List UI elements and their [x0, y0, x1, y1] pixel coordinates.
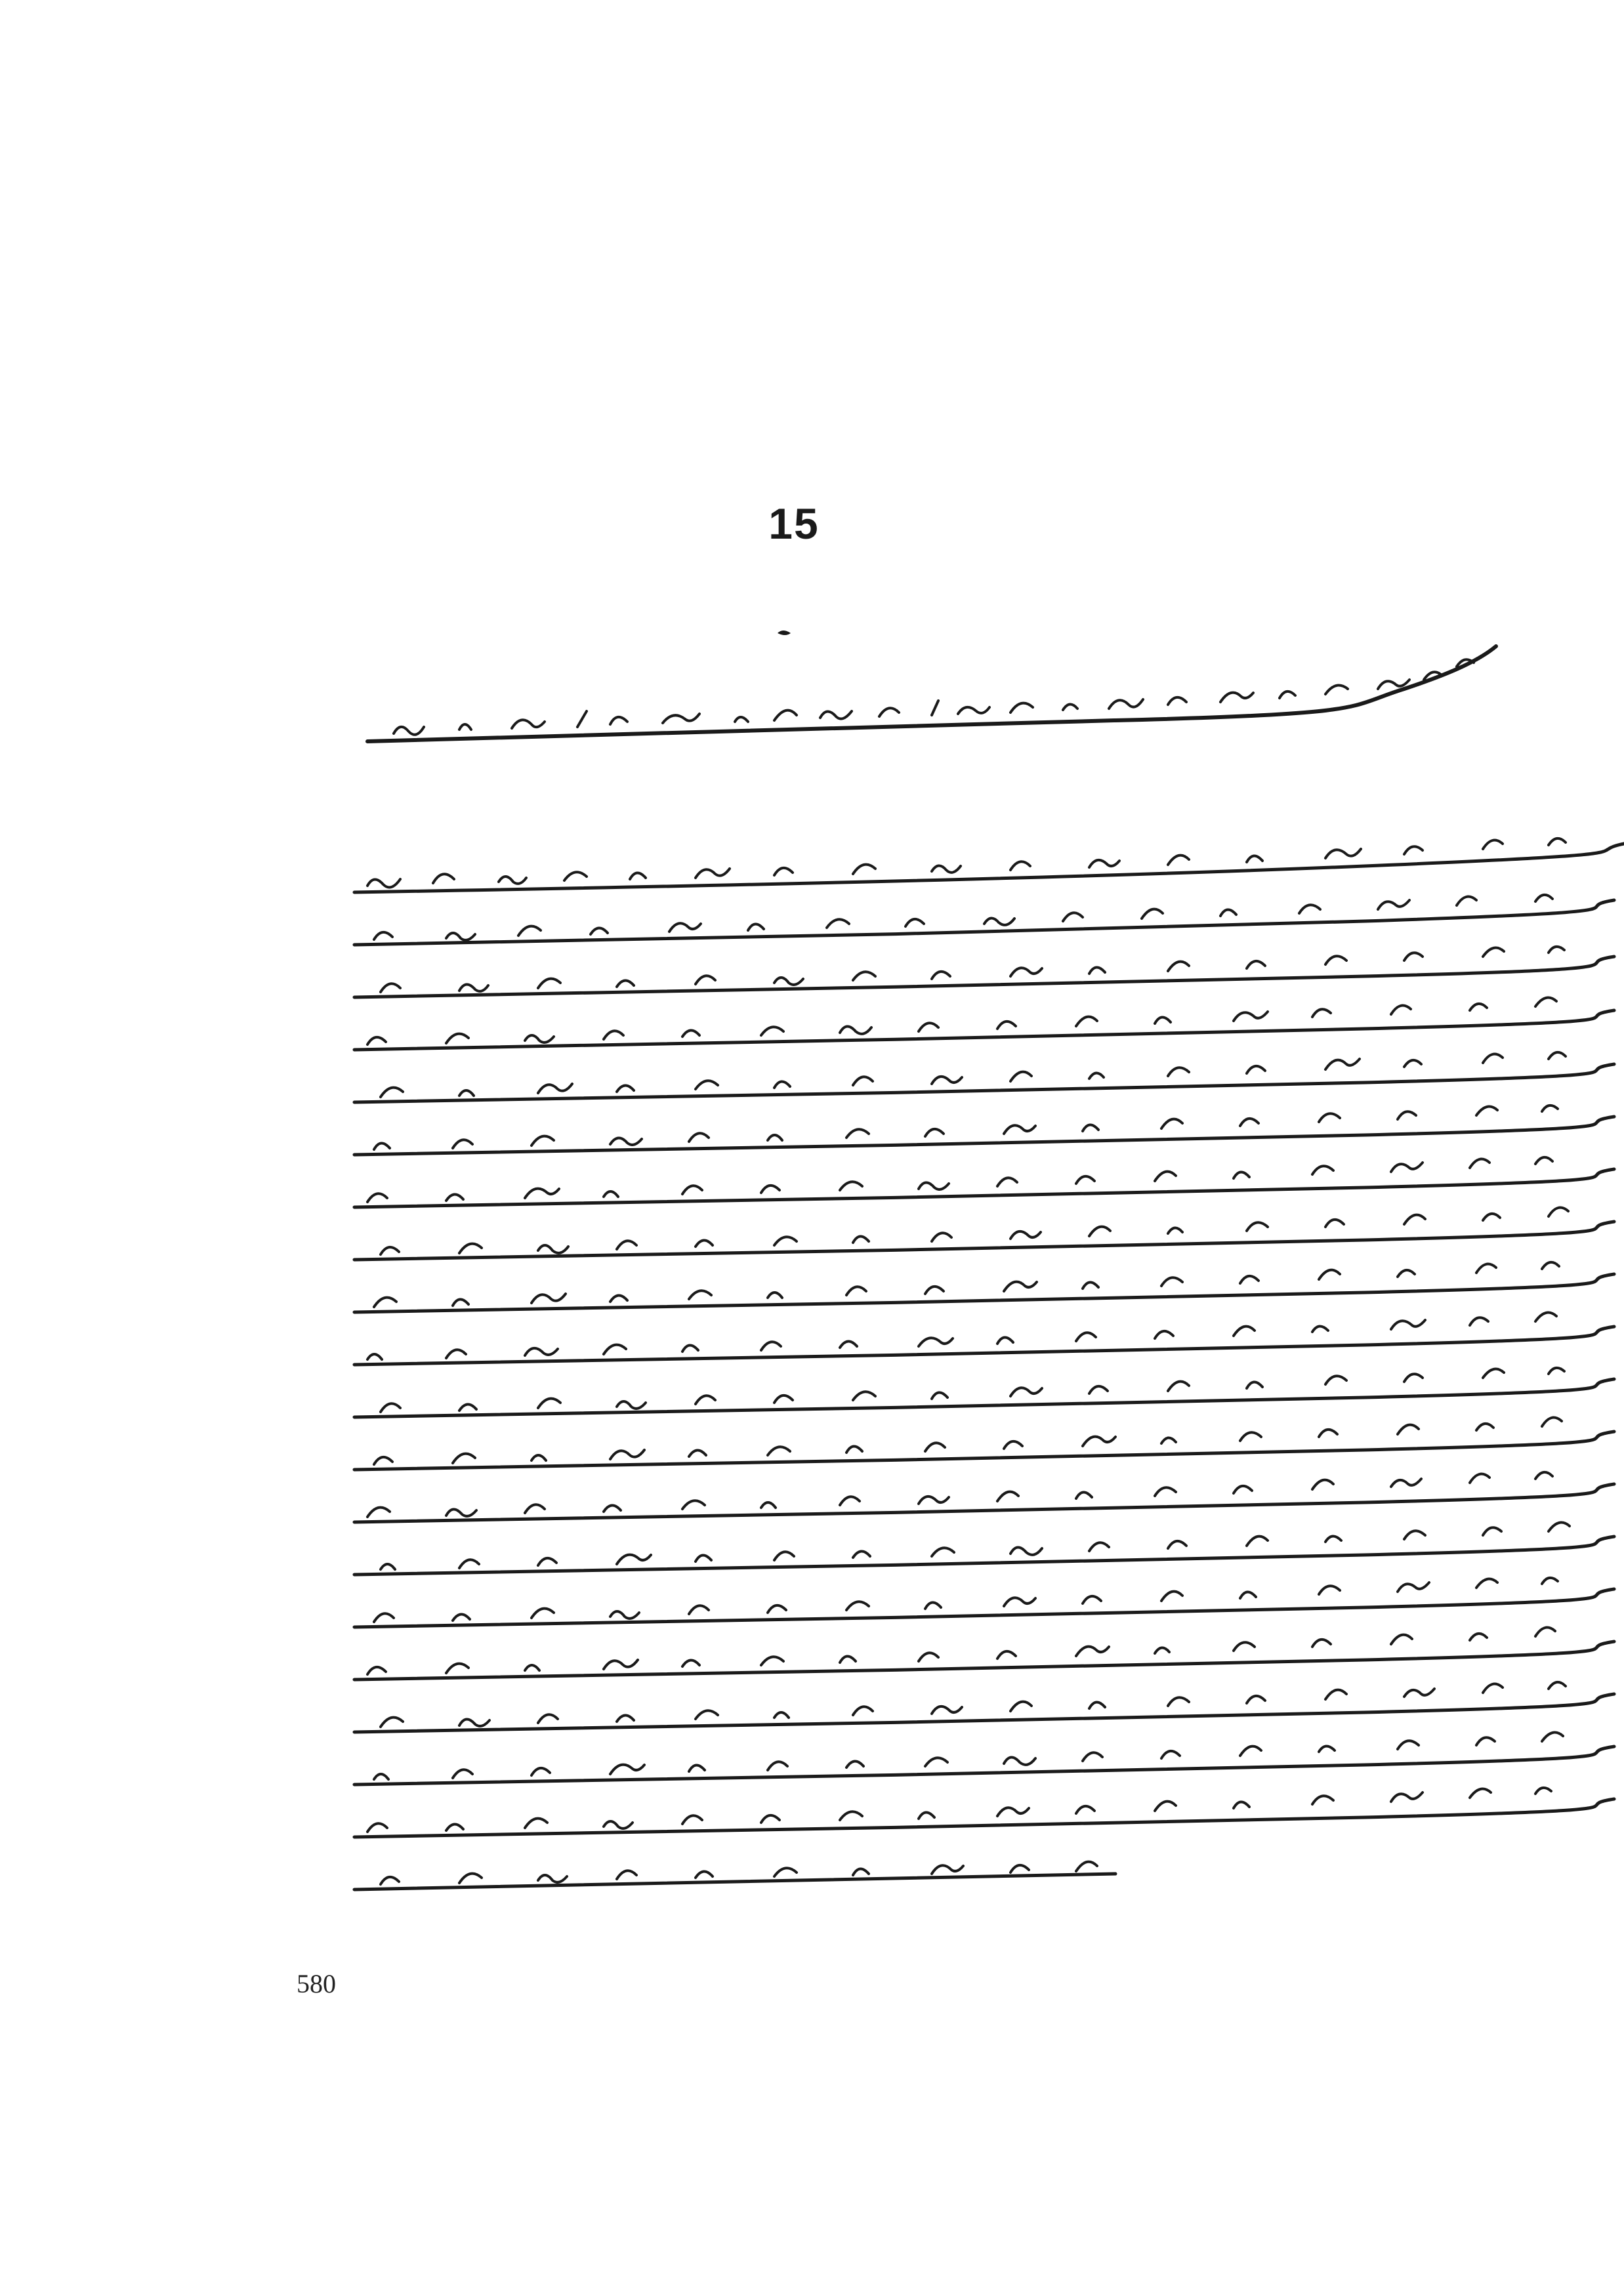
- page-number: 580: [297, 1969, 336, 1998]
- manuscript-heading: [367, 646, 1496, 741]
- ornament-mark: [778, 631, 791, 635]
- manuscript-body: [354, 838, 1624, 1890]
- document-number: 15: [768, 499, 820, 548]
